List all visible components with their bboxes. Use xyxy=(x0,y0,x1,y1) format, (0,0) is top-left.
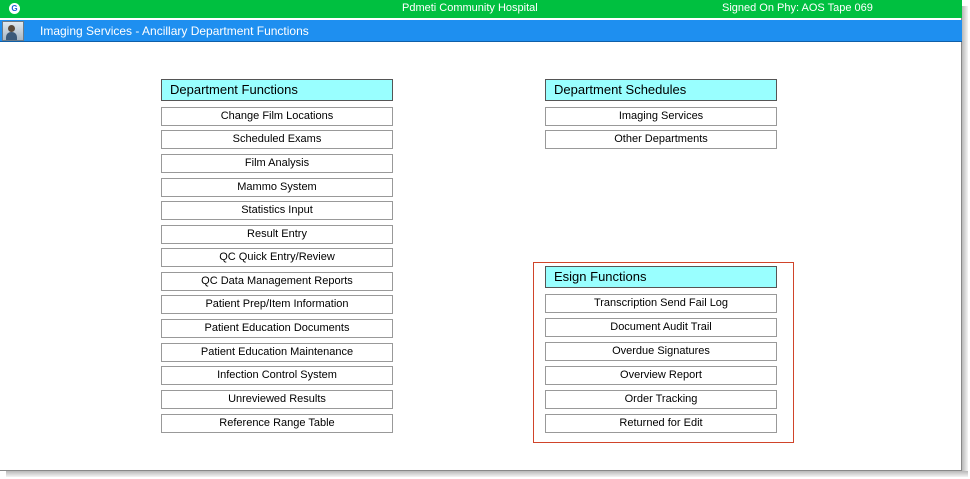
overview-report-button[interactable]: Overview Report xyxy=(545,366,777,385)
infection-control-system-button[interactable]: Infection Control System xyxy=(161,366,393,385)
scheduled-exams-button[interactable]: Scheduled Exams xyxy=(161,130,393,149)
order-tracking-button[interactable]: Order Tracking xyxy=(545,390,777,409)
statistics-input-button[interactable]: Statistics Input xyxy=(161,201,393,220)
patient-prep-item-information-button[interactable]: Patient Prep/Item Information xyxy=(161,295,393,314)
department-functions-header: Department Functions xyxy=(161,79,393,101)
result-entry-button[interactable]: Result Entry xyxy=(161,225,393,244)
esign-functions-header: Esign Functions xyxy=(545,266,777,288)
department-schedules-header: Department Schedules xyxy=(545,79,777,101)
user-photo-icon[interactable] xyxy=(2,21,24,41)
app-icon[interactable]: G xyxy=(9,3,20,14)
page-header-bar xyxy=(0,20,962,42)
patient-education-maintenance-button[interactable]: Patient Education Maintenance xyxy=(161,343,393,362)
page-title: Imaging Services - Ancillary Department Functions xyxy=(40,24,309,38)
film-analysis-button[interactable]: Film Analysis xyxy=(161,154,393,173)
mammo-system-button[interactable]: Mammo System xyxy=(161,178,393,197)
signed-on-status: Signed On Phy: AOS Tape 069 xyxy=(722,2,873,14)
change-film-locations-button[interactable]: Change Film Locations xyxy=(161,107,393,126)
qc-data-management-reports-button[interactable]: QC Data Management Reports xyxy=(161,272,393,291)
transcription-send-fail-log-button[interactable]: Transcription Send Fail Log xyxy=(545,294,777,313)
reference-range-table-button[interactable]: Reference Range Table xyxy=(161,414,393,433)
qc-quick-entry-review-button[interactable]: QC Quick Entry/Review xyxy=(161,248,393,267)
overdue-signatures-button[interactable]: Overdue Signatures xyxy=(545,342,777,361)
title-bar xyxy=(0,0,962,18)
unreviewed-results-button[interactable]: Unreviewed Results xyxy=(161,390,393,409)
patient-education-documents-button[interactable]: Patient Education Documents xyxy=(161,319,393,338)
returned-for-edit-button[interactable]: Returned for Edit xyxy=(545,414,777,433)
document-audit-trail-button[interactable]: Document Audit Trail xyxy=(545,318,777,337)
imaging-services-button[interactable]: Imaging Services xyxy=(545,107,777,126)
other-departments-button[interactable]: Other Departments xyxy=(545,130,777,149)
hospital-name: Pdmeti Community Hospital xyxy=(402,2,538,14)
